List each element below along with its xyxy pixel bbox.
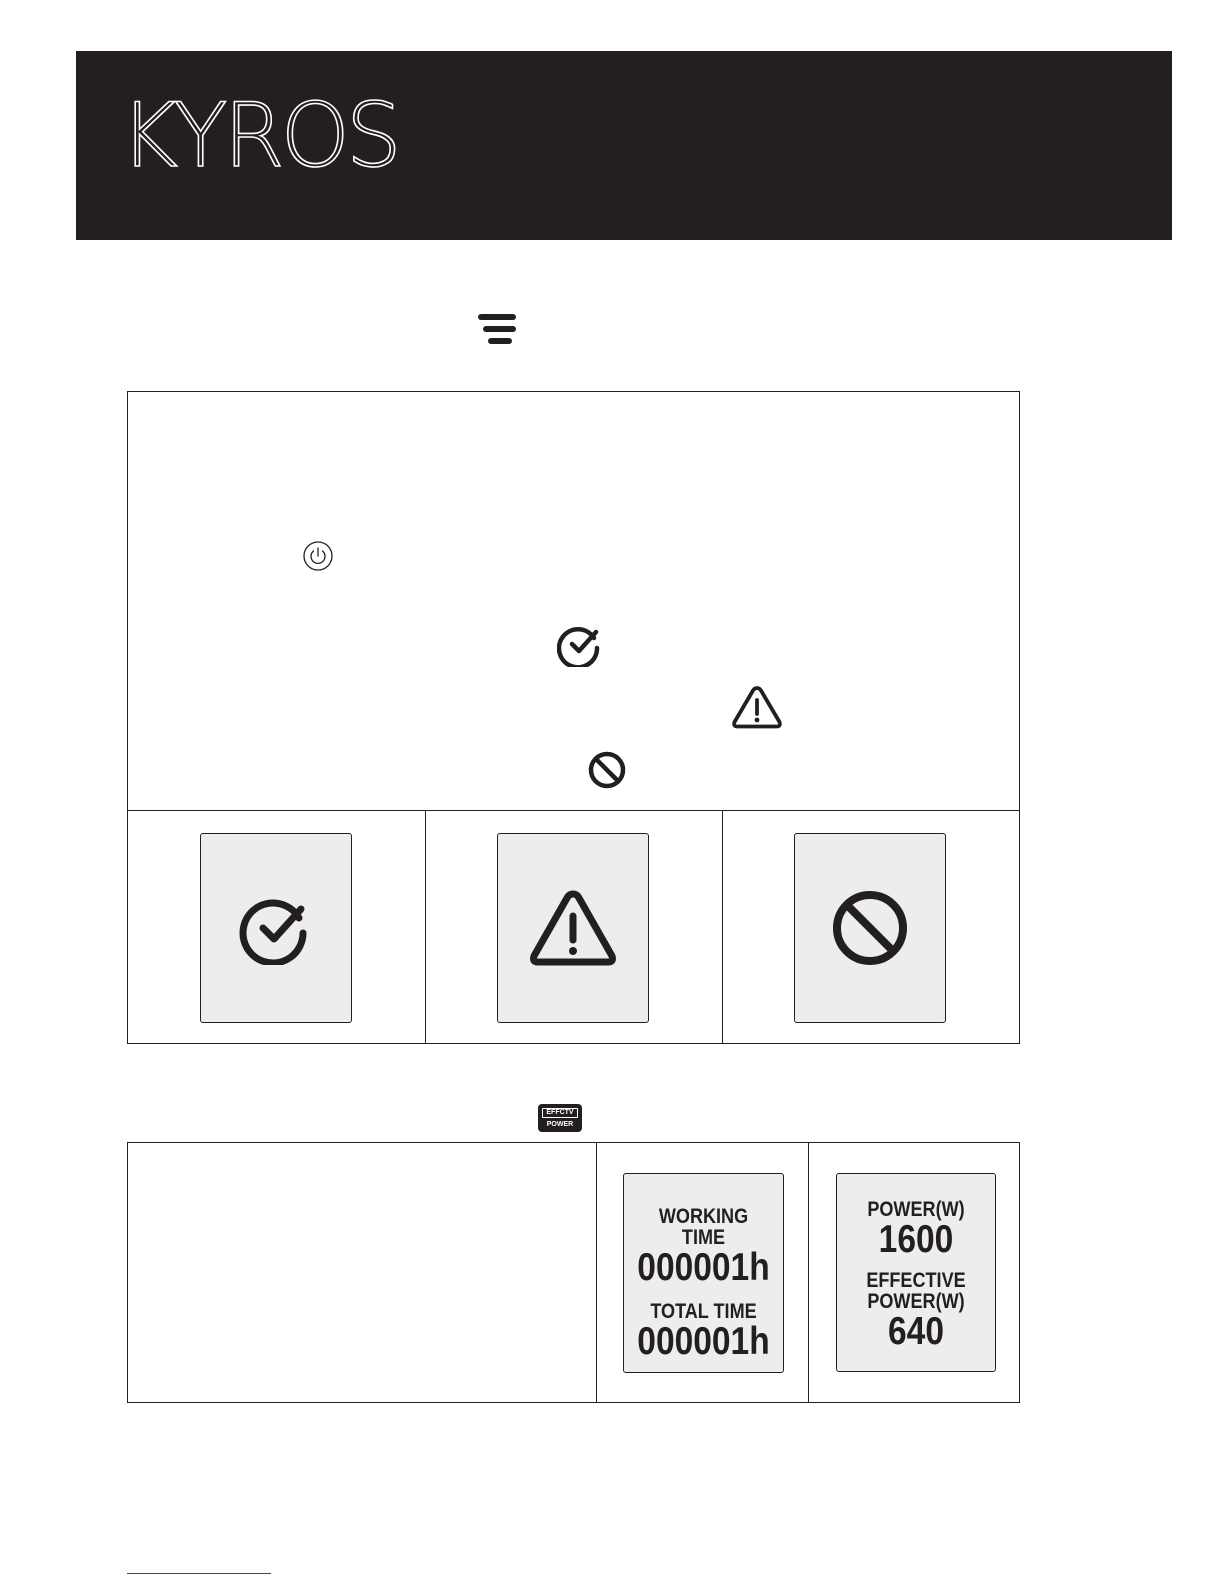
warning-triangle-icon [731,684,783,730]
brand-logo: KYROS [120,84,398,187]
status-card-warning [497,833,649,1023]
working-time-value: 000001h [637,1246,770,1289]
table-divider [596,1143,597,1402]
working-time-label: WORKING TIME [658,1205,749,1249]
prohibited-icon [587,750,627,790]
lcd-power-display [836,1173,996,1372]
total-time-value: 000001h [637,1320,770,1363]
status-indicator-table [127,391,1020,1044]
power-value: 1600 [878,1218,954,1261]
effective-power-value: 640 [888,1310,944,1353]
table-divider [128,810,1019,811]
effective-power-label: POWER(W) [867,1290,965,1313]
footer-link-underline[interactable] [127,1573,271,1574]
status-card-ok [200,833,352,1023]
effective-power-badge [538,1104,582,1132]
effective-label: EFFECTIVE [866,1269,966,1292]
badge-line-1: EFFCTV [542,1108,578,1118]
check-circle-icon [239,891,313,965]
menu-lines-icon [478,314,516,344]
table-divider [808,1143,809,1402]
warning-triangle-icon [529,888,617,968]
badge-line-2: POWER [546,1121,574,1128]
lcd-time-display [623,1173,784,1373]
power-icon [302,540,334,572]
display-examples-table [127,1142,1020,1403]
status-card-prohibited [794,833,946,1023]
total-time-label: TOTAL TIME [650,1300,757,1323]
table-divider [425,810,426,1043]
check-circle-icon [557,621,603,667]
prohibited-icon [830,888,910,968]
table-divider [722,810,723,1043]
power-label: POWER(W) [867,1198,965,1221]
